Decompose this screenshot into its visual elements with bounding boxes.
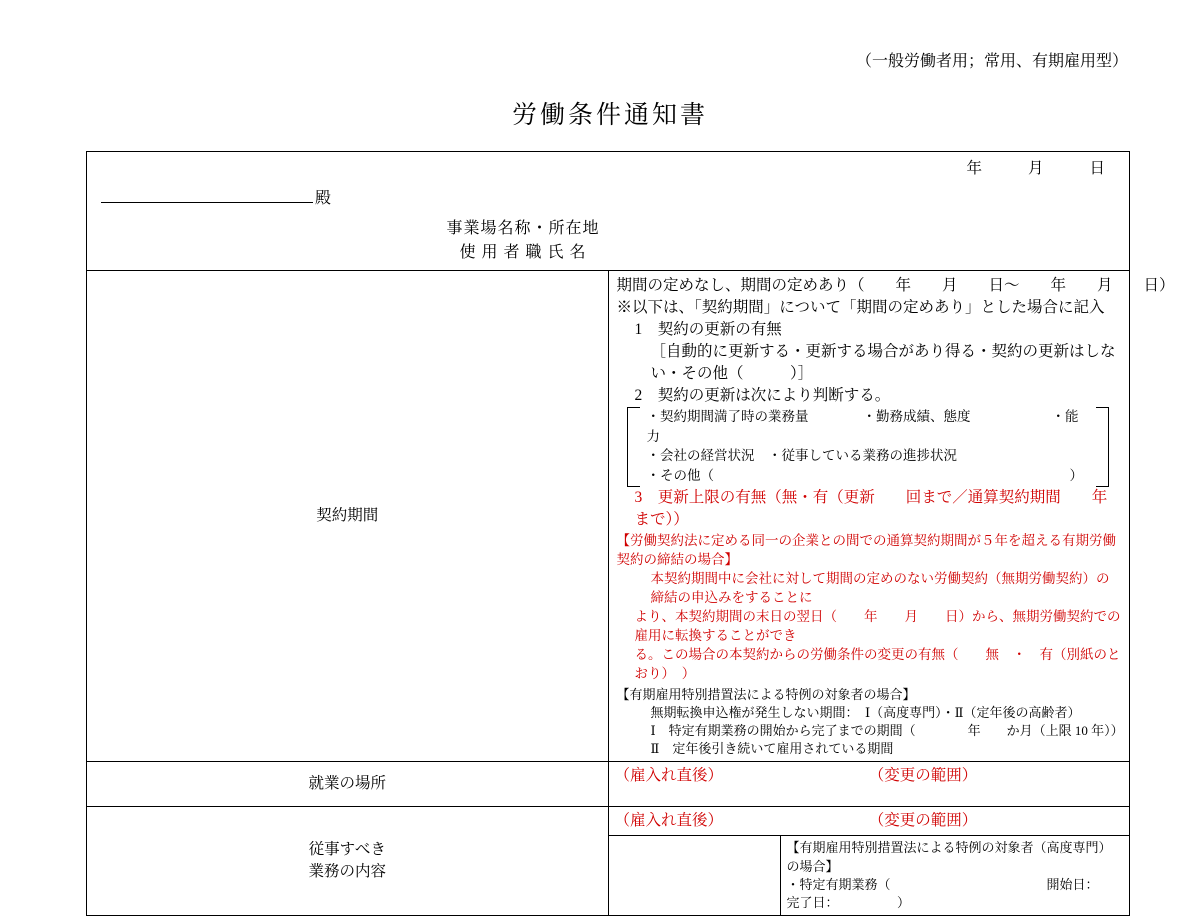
duties-special-note-heading: 【有期雇用特別措置法による特例の対象者（高度専門）の場合】 (786, 840, 1112, 874)
renewal-criteria-bracket (617, 407, 1122, 485)
renewal-criteria-item-1: ・契約期間満了時の業務量 ・勤務成績、態度 ・能力 (646, 409, 1079, 444)
duties-special-note-right-pane (781, 836, 1158, 915)
renewal-criteria-item-2: ・会社の経営状況 ・従事している業務の進捗状況 (646, 448, 957, 464)
contract-period-content (608, 271, 1175, 762)
special-measures-line-2: Ⅰ 特定有期業務の開始から完了までの期間（ 年 か月（上限 10 年）） (650, 722, 1124, 738)
form-row-contract-period (87, 271, 1130, 762)
duties-content (608, 807, 1158, 916)
employer-info (87, 217, 1129, 265)
issue-date-line (87, 152, 1129, 180)
workplace-change-scope-label: （変更の範囲） (868, 767, 978, 785)
labor-conditions-form (86, 151, 1175, 916)
form-row-duties (87, 807, 1130, 916)
row-label-contract-period: 契約期間 (87, 271, 609, 762)
duties-columns (609, 807, 1130, 835)
date-year-label: 年 (966, 160, 982, 178)
renewal-cap-line: 3 更新上限の有無（無・有（更新 回まで／通算契約期間 年まで）） (634, 489, 1108, 529)
workplace-columns (615, 765, 1124, 787)
bracket-right-icon (1096, 407, 1109, 487)
row-label-workplace: 就業の場所 (87, 762, 609, 807)
document-category-note: （一般労働者用；常用、有期雇用型） (855, 53, 1128, 70)
date-month-label: 月 (1027, 160, 1044, 178)
five-year-rule-body-1: 本契約期間中に会社に対して期間の定めのない労働契約（無期労働契約）の締結の申込みをすることに (650, 571, 1110, 606)
renewal-criteria-other-close: ） (1069, 467, 1083, 483)
contract-period-line1: 期間の定めなし、期間の定めあり（ 年 月 日〜 年 月 日） (616, 277, 1175, 295)
bracket-left-icon (627, 407, 640, 487)
date-day-label: 日 (1089, 160, 1105, 178)
employer-name-label: 使 用 者 職 氏 名 (459, 243, 587, 261)
special-measures-line-1: 無期転換申込権が発生しない期間： Ⅰ（高度専門）・Ⅱ（定年後の高齢者） (650, 704, 1081, 720)
row-label-duties-line2: 業務の内容 (308, 863, 386, 881)
header-block-cell (87, 152, 1130, 271)
workplace-content (608, 762, 1130, 807)
renewal-existence-options: ［自動的に更新する・更新する場合があり得る・契約の更新はしない・その他（ ）］ (650, 343, 1116, 383)
five-year-rule-body-3: る。この場合の本契約からの労働条件の変更の有無（ 無 ・ 有（別紙のとおり） ） (634, 646, 1121, 681)
contract-period-line2: ※以下は、「契約期間」について「期間の定めあり」とした場合に記入 (616, 299, 1105, 317)
page-title: 労働条件通知書 (511, 102, 708, 130)
five-year-rule-body-2: より、本契約期間の末日の翌日（ 年 月 日）から、無期労働契約での雇用に転換することができ (634, 609, 1121, 643)
renewal-existence-title: 1 契約の更新の有無 (634, 321, 782, 339)
renewal-criteria-other-label: ・その他（ (646, 467, 714, 483)
special-measures-heading: 【有期雇用特別措置法による特例の対象者の場合】 (616, 686, 916, 702)
addressee-line (87, 188, 1129, 211)
form-row-workplace (87, 762, 1130, 807)
renewal-criteria-item-3 (647, 466, 1092, 486)
duties-change-scope-label: （変更の範囲） (868, 812, 978, 830)
renewal-criteria-title: 2 契約の更新は次により判断する。 (634, 387, 891, 405)
addressee-suffix: 殿 (315, 190, 332, 208)
workplace-entry-area[interactable] (615, 787, 1124, 803)
addressee-input-rule[interactable] (101, 188, 313, 203)
duties-immediate-label: （雇入れ直後） (614, 812, 724, 830)
workplace-immediate-label: （雇入れ直後） (614, 767, 724, 785)
duties-special-note-row (609, 835, 1158, 915)
row-label-duties (87, 807, 609, 916)
five-year-rule-heading: 【労働契約法に定める同一の企業との間での通算契約期間が５年を超える有期労働契約の締結の場合】 (616, 533, 1116, 568)
duties-special-note-left-pane[interactable] (609, 836, 781, 915)
form-row-header (87, 152, 1130, 271)
row-label-duties-line1: 従事すべき (308, 841, 386, 859)
special-measures-line-3: Ⅱ 定年後引き続いて雇用されている期間 (650, 741, 894, 757)
employer-place-label: 事業場名称・所在地 (446, 219, 600, 237)
duties-special-note-body: ・特定有期業務（ 開始日： 完了日： ） (786, 876, 1158, 910)
